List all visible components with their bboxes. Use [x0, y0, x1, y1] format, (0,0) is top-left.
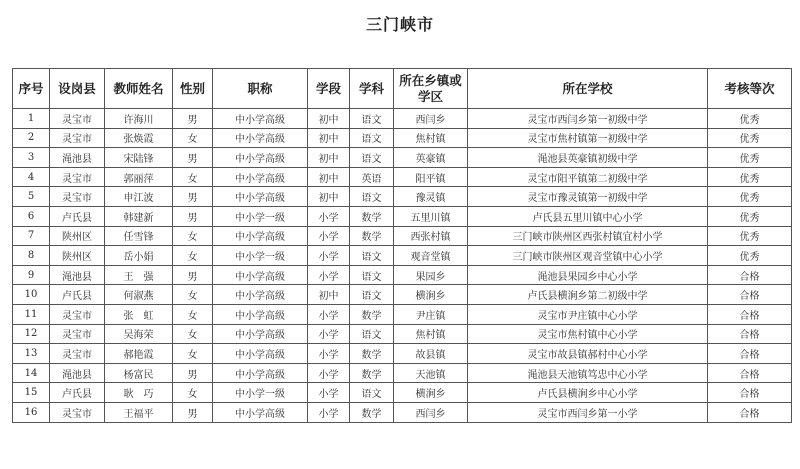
cell-teacher-name: 王 强 [105, 265, 173, 285]
cell-gender: 女 [173, 285, 213, 305]
cell-title: 中小学高级 [213, 128, 308, 148]
cell-teacher-name: 王福平 [105, 402, 173, 422]
cell-school-level: 初中 [308, 167, 350, 187]
cell-index: 7 [13, 226, 50, 246]
cell-school-level: 初中 [308, 128, 350, 148]
cell-title: 中小学高级 [213, 324, 308, 344]
cell-rating: 合格 [708, 285, 792, 305]
table-row [13, 265, 792, 285]
cell-subject: 英语 [350, 167, 394, 187]
cell-index: 15 [13, 383, 50, 403]
cell-school-level: 初中 [308, 148, 350, 168]
cell-gender: 男 [173, 148, 213, 168]
cell-county: 卢氏县 [50, 206, 105, 226]
cell-county: 渑池县 [50, 148, 105, 168]
cell-township: 故县镇 [394, 344, 468, 364]
cell-teacher-name: 郝艳霞 [105, 344, 173, 364]
cell-title: 中小学一级 [213, 246, 308, 266]
column-header-school: 所在学校 [468, 69, 708, 109]
cell-school-level: 小学 [308, 402, 350, 422]
cell-index: 8 [13, 246, 50, 266]
cell-gender: 女 [173, 167, 213, 187]
cell-subject: 语文 [350, 109, 394, 129]
cell-township: 果园乡 [394, 265, 468, 285]
cell-county: 陕州区 [50, 226, 105, 246]
page-title: 三门峡市 [365, 15, 434, 34]
cell-school-level: 小学 [308, 324, 350, 344]
cell-index: 11 [13, 304, 50, 324]
cell-township: 焦村镇 [394, 324, 468, 344]
cell-title: 中小学高级 [213, 148, 308, 168]
table-row [13, 148, 792, 168]
cell-township: 横涧乡 [394, 285, 468, 305]
cell-subject: 数学 [350, 402, 394, 422]
cell-index: 4 [13, 167, 50, 187]
cell-township: 英豪镇 [394, 148, 468, 168]
table-row [13, 187, 792, 207]
cell-subject: 语文 [350, 324, 394, 344]
table-row [13, 383, 792, 403]
cell-school: 渑池县天池镇笃忠中心小学 [468, 363, 708, 383]
cell-gender: 男 [173, 363, 213, 383]
cell-title: 中小学高级 [213, 187, 308, 207]
cell-county: 灵宝市 [50, 167, 105, 187]
cell-school: 灵宝市焦村镇第一初级中学 [468, 128, 708, 148]
cell-title: 中小学高级 [213, 344, 308, 364]
cell-county: 卢氏县 [50, 383, 105, 403]
cell-county: 灵宝市 [50, 128, 105, 148]
cell-school-level: 初中 [308, 187, 350, 207]
cell-teacher-name: 申江波 [105, 187, 173, 207]
cell-rating: 优秀 [708, 148, 792, 168]
cell-school: 灵宝市尹庄镇中心小学 [468, 304, 708, 324]
cell-index: 9 [13, 265, 50, 285]
cell-rating: 合格 [708, 304, 792, 324]
cell-rating: 优秀 [708, 206, 792, 226]
cell-rating: 优秀 [708, 246, 792, 266]
table-row [13, 363, 792, 383]
cell-teacher-name: 耿 巧 [105, 383, 173, 403]
cell-gender: 女 [173, 226, 213, 246]
cell-township: 西张村镇 [394, 226, 468, 246]
cell-index: 1 [13, 109, 50, 129]
cell-subject: 语文 [350, 285, 394, 305]
cell-teacher-name: 杨富民 [105, 363, 173, 383]
cell-school: 渑池县果园乡中心小学 [468, 265, 708, 285]
table-row [13, 167, 792, 187]
cell-school-level: 小学 [308, 304, 350, 324]
cell-school: 卢氏县横涧乡第二初级中学 [468, 285, 708, 305]
cell-title: 中小学一级 [213, 206, 308, 226]
cell-county: 渑池县 [50, 265, 105, 285]
cell-school: 三门峡市陕州区西张村镇宜村小学 [468, 226, 708, 246]
table-row [13, 226, 792, 246]
cell-subject: 数学 [350, 304, 394, 324]
cell-township: 西闫乡 [394, 402, 468, 422]
cell-rating: 合格 [708, 324, 792, 344]
cell-school-level: 初中 [308, 109, 350, 129]
cell-teacher-name: 宋陆锋 [105, 148, 173, 168]
cell-gender: 男 [173, 265, 213, 285]
table-row [13, 324, 792, 344]
cell-index: 5 [13, 187, 50, 207]
column-header-gender: 性别 [173, 69, 213, 109]
column-header-county: 设岗县 [50, 69, 105, 109]
cell-title: 中小学高级 [213, 265, 308, 285]
cell-gender: 女 [173, 246, 213, 266]
cell-gender: 女 [173, 324, 213, 344]
cell-title: 中小学高级 [213, 285, 308, 305]
column-header-teacher-name: 教师姓名 [105, 69, 173, 109]
cell-index: 2 [13, 128, 50, 148]
cell-teacher-name: 张 虹 [105, 304, 173, 324]
cell-county: 渑池县 [50, 363, 105, 383]
cell-school-level: 小学 [308, 246, 350, 266]
cell-gender: 女 [173, 344, 213, 364]
cell-teacher-name: 吴海荣 [105, 324, 173, 344]
cell-school-level: 小学 [308, 363, 350, 383]
cell-county: 灵宝市 [50, 324, 105, 344]
cell-township: 西闫乡 [394, 109, 468, 129]
cell-teacher-name: 张焕霞 [105, 128, 173, 148]
cell-school-level: 小学 [308, 265, 350, 285]
cell-school: 卢氏县五里川镇中心小学 [468, 206, 708, 226]
cell-county: 灵宝市 [50, 344, 105, 364]
cell-index: 3 [13, 148, 50, 168]
cell-title: 中小学高级 [213, 363, 308, 383]
column-header-rating: 考核等次 [708, 69, 792, 109]
cell-index: 13 [13, 344, 50, 364]
cell-school: 灵宝市西闫乡第一初级中学 [468, 109, 708, 129]
cell-rating: 优秀 [708, 128, 792, 148]
cell-title: 中小学高级 [213, 402, 308, 422]
table-body [13, 109, 792, 423]
cell-index: 14 [13, 363, 50, 383]
cell-county: 陕州区 [50, 246, 105, 266]
cell-school: 三门峡市陕州区观音堂镇中心小学 [468, 246, 708, 266]
cell-school: 灵宝市焦村镇中心小学 [468, 324, 708, 344]
cell-subject: 语文 [350, 383, 394, 403]
cell-teacher-name: 何淑燕 [105, 285, 173, 305]
cell-teacher-name: 郭丽萍 [105, 167, 173, 187]
cell-gender: 男 [173, 187, 213, 207]
cell-index: 16 [13, 402, 50, 422]
cell-school: 渑池县英豪镇初级中学 [468, 148, 708, 168]
cell-gender: 男 [173, 206, 213, 226]
cell-subject: 语文 [350, 148, 394, 168]
cell-title: 中小学高级 [213, 304, 308, 324]
cell-county: 卢氏县 [50, 285, 105, 305]
cell-township: 观音堂镇 [394, 246, 468, 266]
column-header-title: 职称 [213, 69, 308, 109]
cell-rating: 合格 [708, 383, 792, 403]
column-header-index: 序号 [13, 69, 50, 109]
cell-township: 焦村镇 [394, 128, 468, 148]
cell-gender: 男 [173, 109, 213, 129]
table-row [13, 304, 792, 324]
cell-school-level: 小学 [308, 226, 350, 246]
cell-subject: 数学 [350, 344, 394, 364]
cell-rating: 优秀 [708, 167, 792, 187]
table-row [13, 402, 792, 422]
cell-school: 灵宝市豫灵镇第一初级中学 [468, 187, 708, 207]
cell-subject: 数学 [350, 206, 394, 226]
teacher-roster-table [12, 68, 792, 423]
cell-rating: 优秀 [708, 226, 792, 246]
table-row [13, 128, 792, 148]
cell-rating: 合格 [708, 344, 792, 364]
cell-school-level: 小学 [308, 344, 350, 364]
cell-county: 灵宝市 [50, 402, 105, 422]
cell-subject: 语文 [350, 246, 394, 266]
cell-subject: 语文 [350, 187, 394, 207]
table-header-row [13, 69, 792, 109]
cell-county: 灵宝市 [50, 187, 105, 207]
cell-school-level: 小学 [308, 383, 350, 403]
cell-title: 中小学高级 [213, 167, 308, 187]
cell-township: 豫灵镇 [394, 187, 468, 207]
table-row [13, 285, 792, 305]
cell-index: 6 [13, 206, 50, 226]
cell-rating: 优秀 [708, 187, 792, 207]
cell-subject: 语文 [350, 265, 394, 285]
table-row [13, 344, 792, 364]
cell-rating: 合格 [708, 363, 792, 383]
cell-subject: 语文 [350, 128, 394, 148]
cell-rating: 优秀 [708, 109, 792, 129]
cell-subject: 数学 [350, 363, 394, 383]
cell-school: 灵宝市故县镇郝村中心小学 [468, 344, 708, 364]
cell-index: 10 [13, 285, 50, 305]
column-header-subject: 学科 [350, 69, 394, 109]
table-row [13, 246, 792, 266]
cell-gender: 女 [173, 304, 213, 324]
cell-teacher-name: 岳小娟 [105, 246, 173, 266]
cell-teacher-name: 韩建新 [105, 206, 173, 226]
cell-township: 五里川镇 [394, 206, 468, 226]
cell-school: 灵宝市西闫乡第一小学 [468, 402, 708, 422]
cell-school-level: 小学 [308, 206, 350, 226]
cell-title: 中小学高级 [213, 226, 308, 246]
cell-gender: 女 [173, 383, 213, 403]
cell-school: 灵宝市阳平镇第二初级中学 [468, 167, 708, 187]
cell-township: 横涧乡 [394, 383, 468, 403]
cell-rating: 合格 [708, 402, 792, 422]
cell-index: 12 [13, 324, 50, 344]
cell-county: 灵宝市 [50, 109, 105, 129]
column-header-school-level: 学段 [308, 69, 350, 109]
cell-teacher-name: 任雪锋 [105, 226, 173, 246]
cell-school: 卢氏县横涧乡中心小学 [468, 383, 708, 403]
cell-township: 阳平镇 [394, 167, 468, 187]
column-header-township: 所在乡镇或学区 [394, 69, 468, 109]
cell-title: 中小学一级 [213, 383, 308, 403]
cell-subject: 数学 [350, 226, 394, 246]
cell-township: 天池镇 [394, 363, 468, 383]
cell-rating: 合格 [708, 265, 792, 285]
cell-title: 中小学高级 [213, 109, 308, 129]
cell-gender: 男 [173, 402, 213, 422]
cell-teacher-name: 许海川 [105, 109, 173, 129]
table-row [13, 206, 792, 226]
cell-school-level: 初中 [308, 285, 350, 305]
cell-gender: 女 [173, 128, 213, 148]
cell-township: 尹庄镇 [394, 304, 468, 324]
table-row [13, 109, 792, 129]
cell-county: 灵宝市 [50, 304, 105, 324]
